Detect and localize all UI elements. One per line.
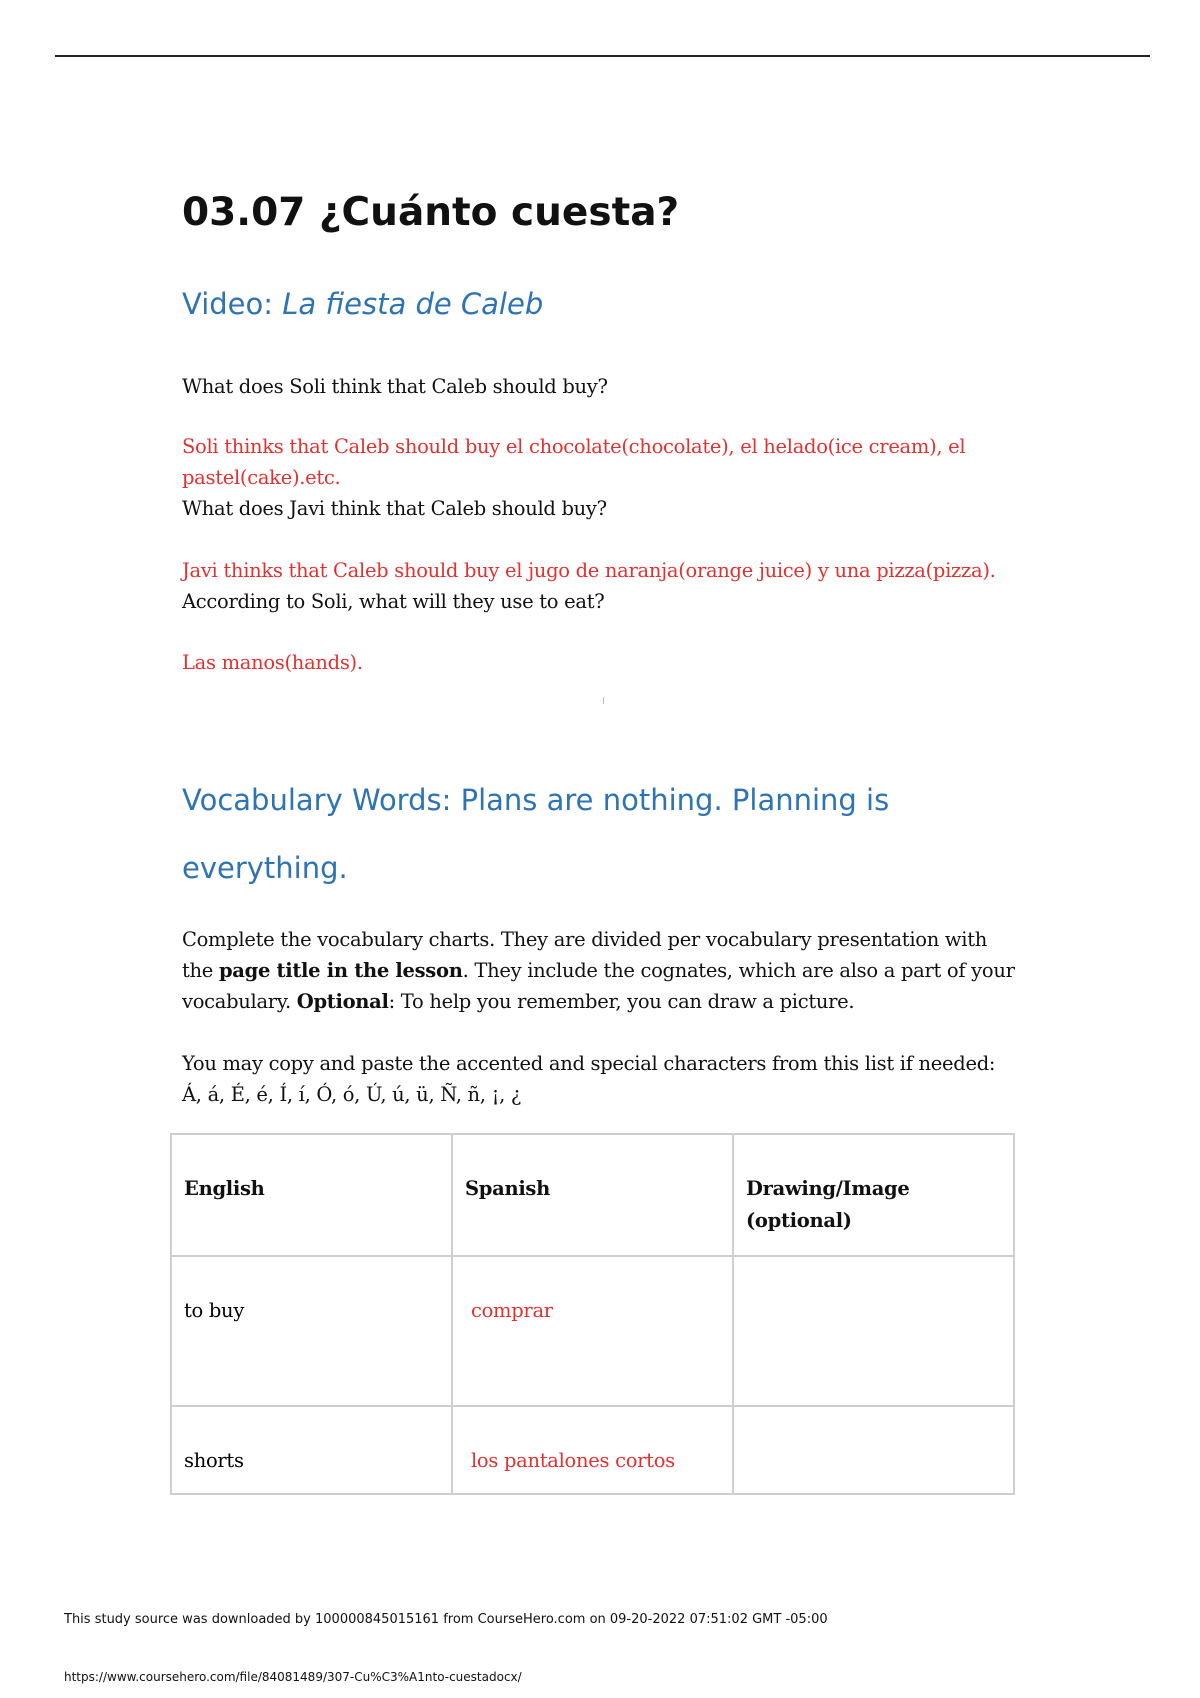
- header-english: English: [171, 1134, 452, 1256]
- page-marker: [603, 697, 604, 704]
- answer-3: Las manos(hands).: [182, 651, 363, 674]
- cell-drawing[interactable]: [733, 1406, 1014, 1494]
- vocabulary-heading: Vocabulary Words: Plans are nothing. Planning is everything.: [182, 783, 890, 885]
- cell-spanish[interactable]: los pantalones cortos: [452, 1406, 733, 1494]
- intro-text-2: . They include the cognates, which are also a part of your vocabulary.: [182, 959, 1015, 1013]
- table-row: [171, 1406, 1014, 1494]
- video-title: La fiesta de Caleb: [282, 287, 544, 321]
- source-url-link[interactable]: https://www.coursehero.com/file/84081489/307-Cu%C3%A1nto-cuestadocx/: [64, 1670, 522, 1684]
- header-drawing: Drawing/Image (optional): [733, 1134, 1014, 1256]
- vocabulary-intro: [182, 924, 1022, 1017]
- download-source-notice: This study source was downloaded by 100000845015161 from CourseHero.com on 09-20-2022 07:51:02 GMT -05:00: [64, 1612, 828, 1627]
- top-rule: [55, 55, 1150, 57]
- chars-note-text: You may copy and paste the accented and special characters from this list if needed:: [182, 1052, 996, 1075]
- cell-drawing[interactable]: [733, 1256, 1014, 1406]
- question-3: According to Soli, what will they use to eat?: [182, 590, 605, 613]
- intro-text-3: : To help you remember, you can draw a picture.: [388, 990, 855, 1013]
- cell-english: shorts: [171, 1406, 452, 1494]
- answer-2: Javi thinks that Caleb should buy el jugo de naranja(orange juice) y una pizza(pizza).: [182, 559, 996, 582]
- intro-text-1: Complete the vocabulary charts. They are divided per vocabulary presentation with the: [182, 928, 988, 982]
- intro-bold-1: page title in the lesson: [218, 959, 463, 982]
- question-1: What does Soli think that Caleb should buy?: [182, 375, 608, 398]
- video-heading-prefix: Video:: [182, 287, 283, 321]
- table-header-row: [171, 1134, 1014, 1256]
- answer-1: Soli thinks that Caleb should buy el chocolate(chocolate), el helado(ice cream), el pastel(cake).etc.: [182, 435, 966, 489]
- question-2: What does Javi think that Caleb should buy?: [182, 497, 607, 520]
- page-title: 03.07 ¿Cuánto cuesta?: [182, 190, 680, 235]
- vocabulary-table: [170, 1133, 1015, 1495]
- cell-spanish[interactable]: comprar: [452, 1256, 733, 1406]
- cell-english: to buy: [171, 1256, 452, 1406]
- table-row: [171, 1256, 1014, 1406]
- header-spanish: Spanish: [452, 1134, 733, 1256]
- special-characters-note: [182, 1048, 1022, 1110]
- intro-bold-2: Optional: [296, 990, 389, 1013]
- video-heading: [182, 287, 543, 321]
- special-characters-list: Á, á, É, é, Í, í, Ó, ó, Ú, ú, ü, Ñ, ñ, ¡, ¿: [182, 1083, 522, 1106]
